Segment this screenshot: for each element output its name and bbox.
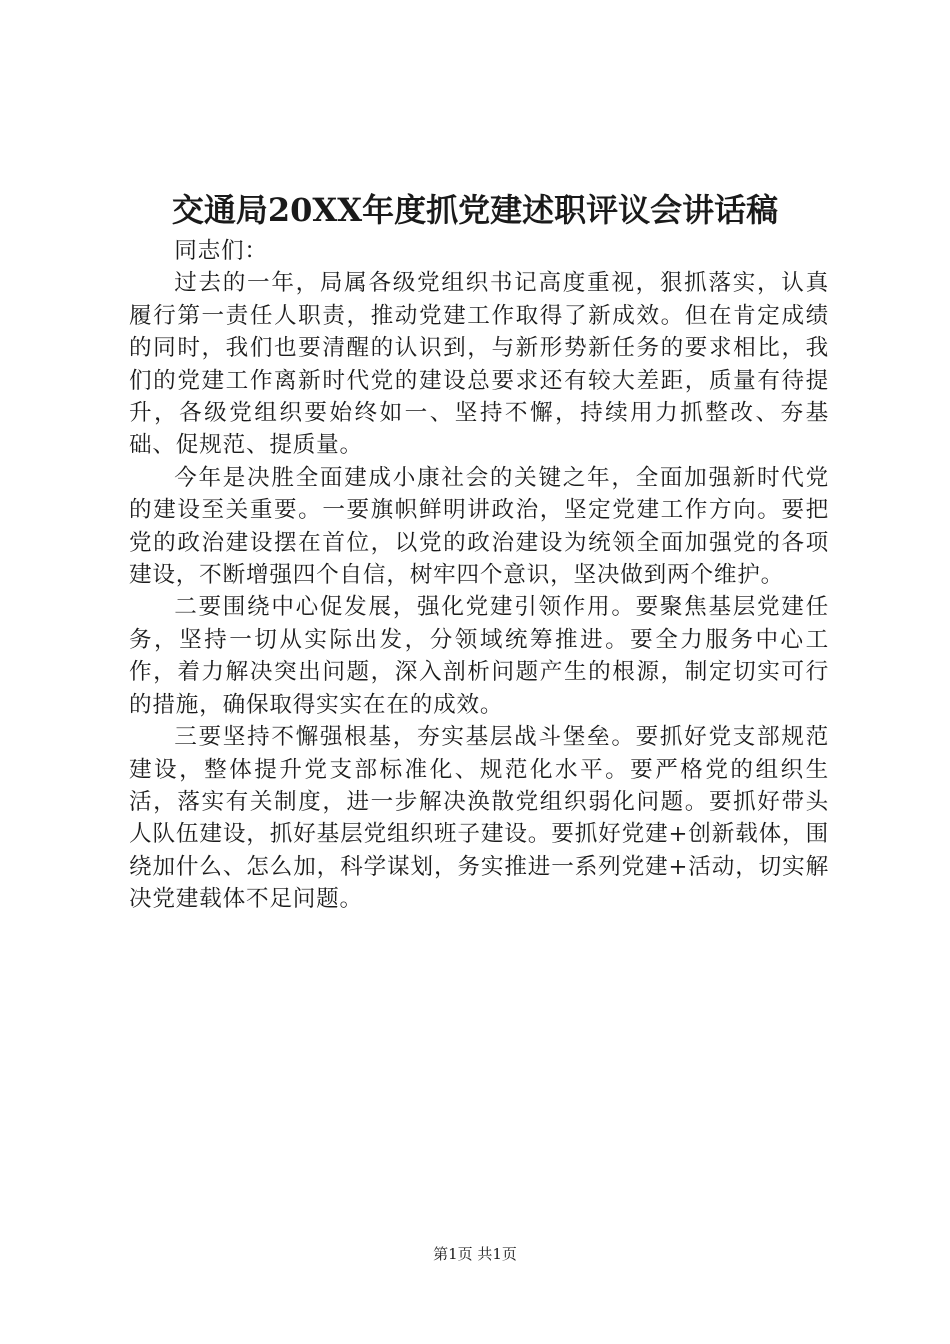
page-footer: 第1页 共1页 (433, 1245, 517, 1263)
paragraph-1: 过去的一年，局属各级党组织书记高度重视，狠抓落实，认真履行第一责任人职责，推动党建工作取得了新成效。但在肯定成绩的同时，我们也要清醒的认识到，与新形势新任务的要求相比，我们的党建工作离新时代党的建设总要求还有较大差距，质量有待提升，各级党组织要始终如一、坚持不懈，持续用力抓整改、夯基础、促规范、提质量。 (129, 270, 829, 459)
document-title: 交通局20XX年度抓党建述职评议会讲话稿 (171, 191, 779, 229)
salutation: 同志们： (174, 238, 268, 264)
document-body (129, 235, 829, 916)
paragraph-4: 三要坚持不懈强根基，夯实基层战斗堡垒。要抓好党支部规范建设，整体提升党支部标准化、规范化水平。要严格党的组织生活，落实有关制度，进一步解决涣散党组织弱化问题。要抓好带头人队伍建设，抓好基层党组织班子建设。要抓好党建+创新载体，围绕加什么、怎么加，科学谋划，务实推进一系列党建+活动，切实解决党建载体不足问题。 (129, 724, 829, 913)
paragraph-3: 二要围绕中心促发展，强化党建引领作用。要聚焦基层党建任务，坚持一切从实际出发，分领域统筹推进。要全力服务中心工作，着力解决突出问题，深入剖析问题产生的根源，制定切实可行的措施，确保取得实实在在的成效。 (129, 594, 829, 718)
paragraph-2: 今年是决胜全面建成小康社会的关键之年，全面加强新时代党的建设至关重要。一要旗帜鲜明讲政治，坚定党建工作方向。要把党的政治建设摆在首位，以党的政治建设为统领全面加强党的各项建设，不断增强四个自信，树牢四个意识，坚决做到两个维护。 (129, 464, 829, 589)
